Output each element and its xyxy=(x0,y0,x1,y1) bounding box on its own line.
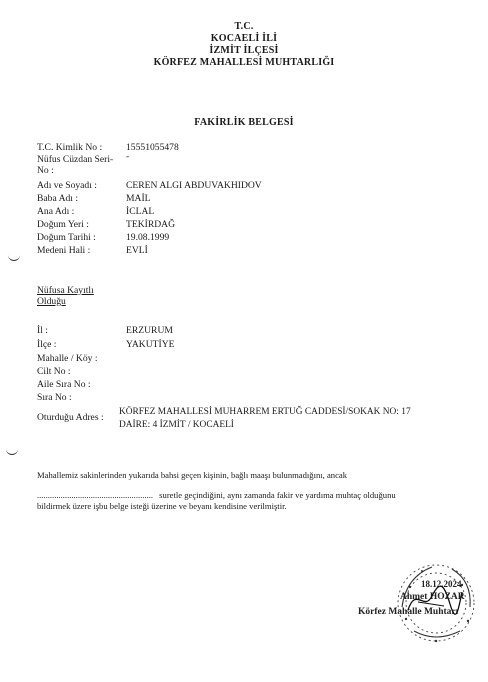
registry-heading-1: Nüfusa Kayıtlı xyxy=(37,285,94,296)
father-name-label: Baba Adı : xyxy=(37,193,79,204)
header-office: KÖRFEZ MAHALLESİ MUHTARLIĞI xyxy=(153,57,335,68)
province-value: ERZURUM xyxy=(126,325,173,336)
address-line-2: DAİRE: 4 İZMİT / KOCAELİ xyxy=(119,420,234,430)
header-district: İZMİT İLÇESİ xyxy=(209,45,279,56)
registry-heading-2: Olduğu xyxy=(37,296,66,307)
signature-date: 18.12.2024 xyxy=(421,579,462,589)
address-label: Oturduğu Adres : xyxy=(37,412,104,423)
family-no-label: Aile Sıra No : xyxy=(37,379,91,390)
sequence-no-label: Sıra No : xyxy=(37,392,72,403)
statement-line-3: bildirmek üzere işbu belge isteği üzerine ve beyanı kendisine verilmiştir. xyxy=(37,501,287,511)
address-line-1: KÖRFEZ MAHALLESİ MUHARREM ERTUĞ CADDESİ/SOKAK NO: 17 xyxy=(119,407,411,417)
handwritten-signature-icon xyxy=(404,582,464,618)
mother-name-label: Ana Adı : xyxy=(37,206,75,217)
statement-line-1: Mahallemiz sakinlerinden yukarıda bahsi geçen kişinin, bağlı maaşı bulunmadığını, ancak xyxy=(37,470,348,480)
father-name-value: MAİL xyxy=(126,193,151,204)
full-name-label: Adı ve Soyadı : xyxy=(37,180,97,191)
header-tc: T.C. xyxy=(234,21,254,32)
tc-no-label: T.C. Kimlik No : xyxy=(37,142,103,153)
province-label: İl : xyxy=(37,325,48,336)
document-title: FAKİRLİK BELGESİ xyxy=(194,117,294,128)
birthplace-value: TEKİRDAĞ xyxy=(126,219,176,230)
margin-mark-2 xyxy=(6,448,18,455)
id-card-no-label: No : xyxy=(37,165,54,176)
volume-no-label: Cilt No : xyxy=(37,366,71,377)
marital-status-value: EVLİ xyxy=(126,245,148,256)
district-label: İlçe : xyxy=(37,339,57,350)
birthdate-label: Doğum Tarihi : xyxy=(37,232,96,243)
statement-line-2 xyxy=(37,490,396,501)
birthdate-value: 19.08.1999 xyxy=(126,232,170,243)
id-card-serial-label: Nüfus Cüzdan Seri- xyxy=(37,154,114,165)
signature-title: Körfez Mahalle Muhtarı xyxy=(358,607,459,617)
header-province: KOCAELİ İLİ xyxy=(210,33,278,44)
full-name-value: CEREN ALGI ABDUVAKHIDOV xyxy=(126,180,262,191)
blank-dots: ...................................................... xyxy=(37,490,154,500)
mother-name-value: İCLAL xyxy=(126,206,155,217)
birthplace-label: Doğum Yeri : xyxy=(37,219,89,230)
neighborhood-label: Mahalle / Köy : xyxy=(37,353,98,364)
margin-mark xyxy=(8,254,20,261)
tc-no-value: 15551055478 xyxy=(126,142,179,153)
marital-status-label: Medeni Hali : xyxy=(37,245,91,256)
signature-name: Ahmet HOZAR xyxy=(400,592,465,602)
district-value: YAKUTİYE xyxy=(126,339,175,350)
id-card-serial-value: - xyxy=(126,151,130,162)
statement-line-2-text: suretle geçindiğini, aynı zamanda fakir ve yardıma muhtaç olduğunu xyxy=(159,490,396,500)
